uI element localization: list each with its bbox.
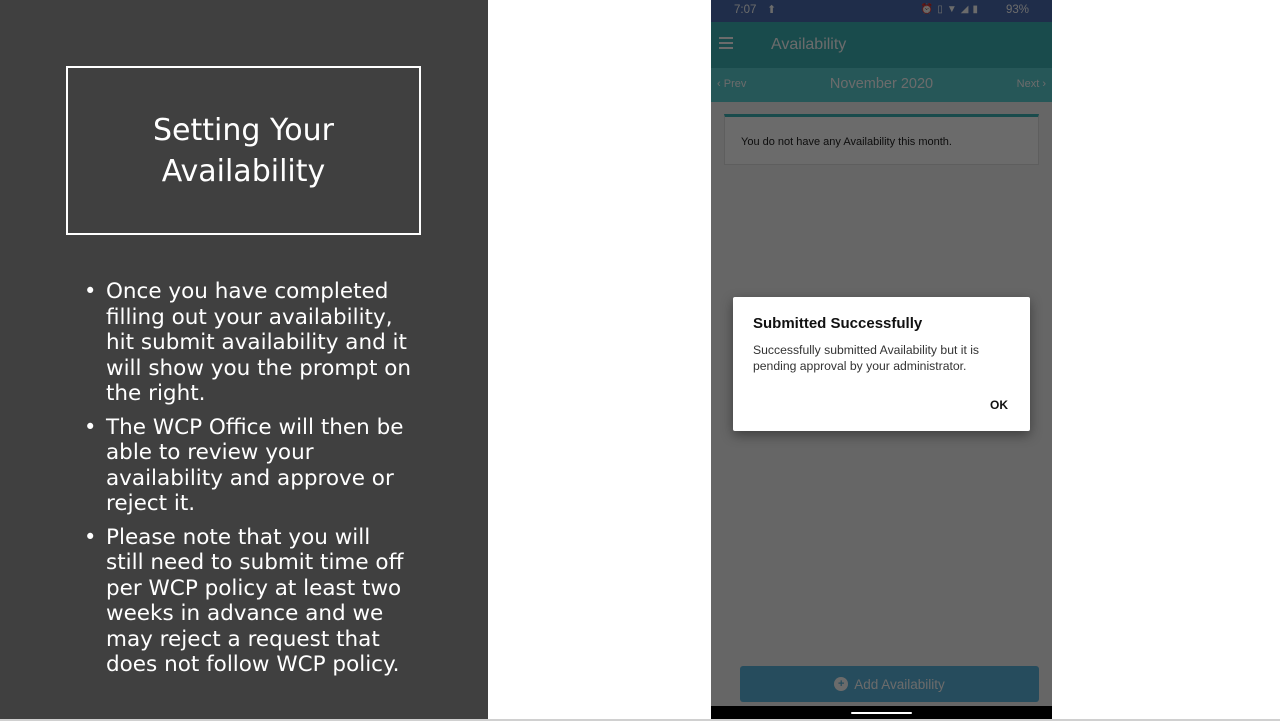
android-nav-bar	[711, 706, 1052, 719]
slide-bullet-text: The WCP Office will then be able to review your availability and approve or reject it.	[106, 414, 404, 516]
slide-panel	[0, 0, 488, 719]
slide-bullet	[84, 279, 414, 407]
slide-bullet	[84, 415, 414, 517]
bullet-dot-icon: •	[84, 279, 97, 303]
slide-bullet-list	[84, 279, 414, 686]
success-dialog	[733, 297, 1030, 431]
slide-bullet-text: Please note that you will still need to submit time off per WCP policy at least two weeks in advance and we may reject a request that does not follow WCP policy.	[106, 524, 404, 677]
bullet-dot-icon: •	[84, 524, 97, 549]
slide-title: Setting Your Availability	[153, 112, 334, 189]
home-gesture-handle[interactable]	[851, 712, 912, 714]
dialog-title: Submitted Successfully	[753, 315, 923, 332]
bullet-dot-icon: •	[84, 414, 97, 439]
slide-bullet	[84, 525, 414, 678]
phone-screen	[711, 0, 1052, 719]
dialog-message: Successfully submitted Availability but it is pending approval by your administrator.	[753, 343, 980, 373]
slide-bullet-text: Once you have completed filling out your availability, hit submit availability and it will show you the prompt on the right.	[106, 279, 411, 406]
slide-title-box	[66, 66, 421, 235]
ok-button[interactable]: OK	[990, 398, 1008, 412]
